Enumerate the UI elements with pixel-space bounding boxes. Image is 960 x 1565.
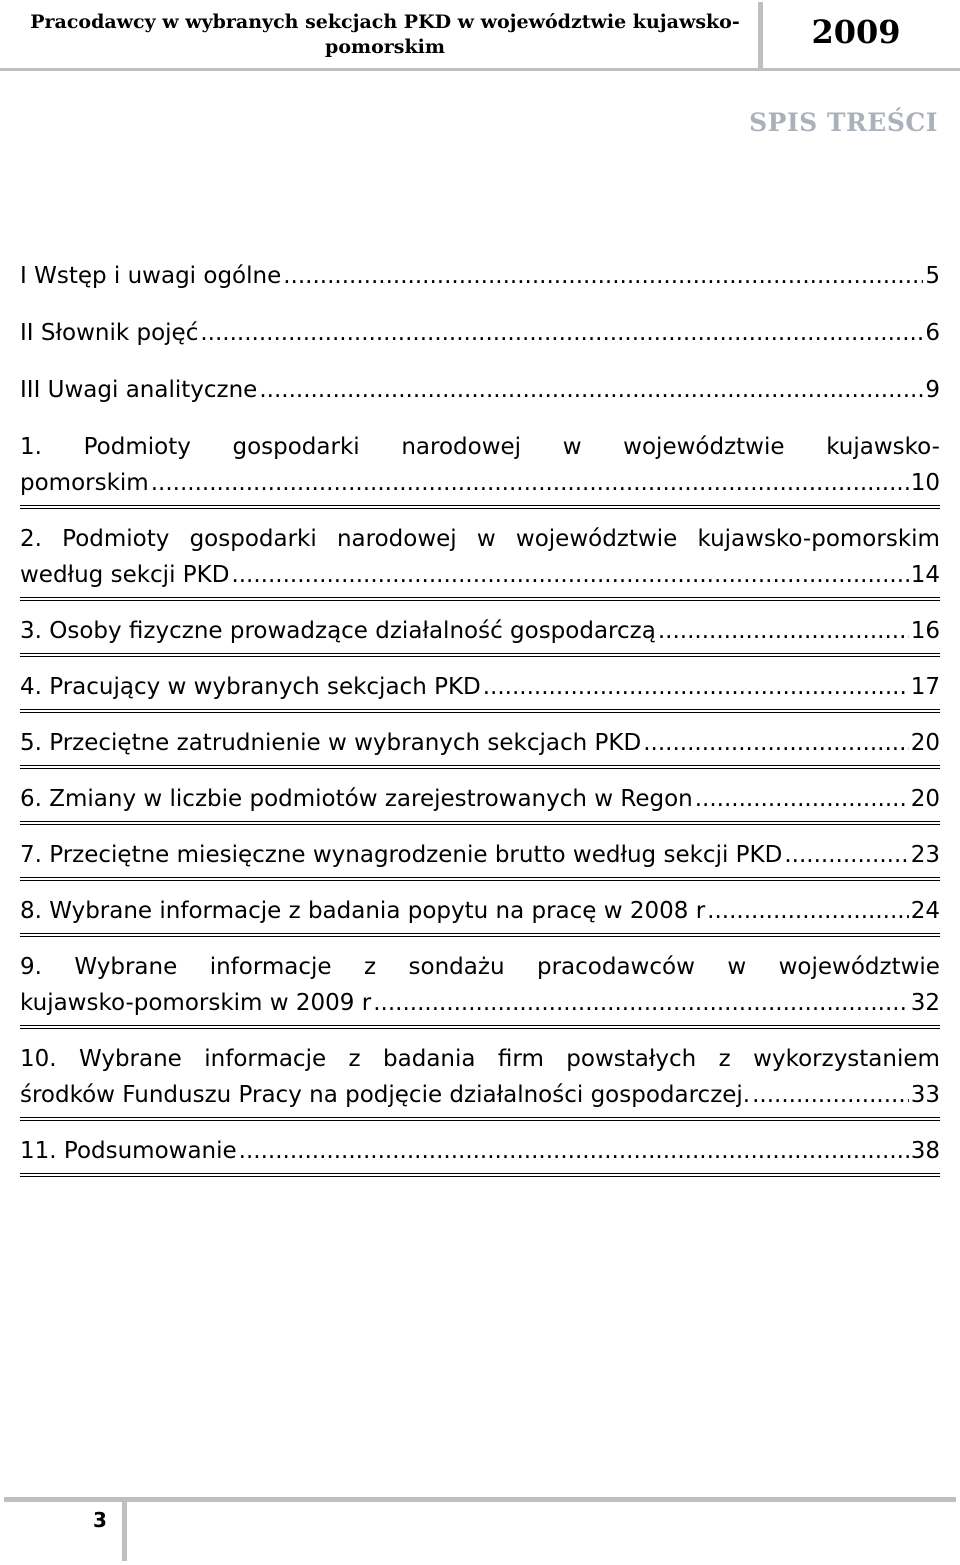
toc-word: powstałych [566,1046,697,1072]
toc-word: Wybrane [74,954,178,980]
toc-divider [20,933,940,937]
toc-entry[interactable] [20,613,940,649]
toc-entry-title: pomorskim [20,470,149,496]
toc-entry-line [20,837,940,873]
toc-entry-page: 10 [910,470,940,496]
toc-entry-line [20,893,940,929]
page-number: 3 [93,1508,107,1532]
toc-entry-title: I Wstęp i uwagi ogólne [20,263,282,289]
toc-entry-title: środków Funduszu Pracy na podjęcie działalności gospodarczej. [20,1082,751,1108]
toc-divider [20,877,940,881]
toc-word: gospodarki [189,526,317,552]
toc-entry[interactable] [20,669,940,705]
toc-entry-line [20,725,940,761]
toc-word: województwie [515,526,678,552]
header-year: 2009 [811,13,901,51]
toc-entry-line [20,372,940,408]
toc-entry-title: III Uwagi analityczne [20,377,258,403]
table-of-contents [20,258,940,1189]
toc-entry-line [20,1133,940,1169]
toc-entry-title: 5. Przeciętne zatrudnienie w wybranych sekcjach PKD [20,730,642,756]
toc-dot-leader [483,669,909,705]
toc-entry-title: 3. Osoby fizyczne prowadzące działalność gospodarczą [20,618,656,644]
toc-spacer [20,294,940,315]
toc-word: w [562,434,582,460]
header-title: Pracodawcy w wybranych sekcjach PKD w województwie kujawsko-pomorskim [30,11,740,58]
toc-entry-line [20,465,940,501]
toc-entry-page: 32 [910,990,940,1016]
toc-entry-line [20,949,940,985]
toc-entry[interactable] [20,1133,940,1169]
toc-word: sondażu [408,954,505,980]
toc-entry-line [20,613,940,649]
toc-word: w [727,954,747,980]
toc-heading: SPIS TREŚCI [749,108,938,137]
toc-entry-line [20,258,940,294]
footer-divider [122,1497,127,1561]
toc-word: 9. [20,954,42,980]
toc-dot-leader [784,837,908,873]
toc-entry[interactable] [20,893,940,929]
toc-word: z [718,1046,731,1072]
toc-word: 2. [20,526,42,552]
toc-entry-page: 20 [910,786,940,812]
toc-entry-line [20,1077,940,1113]
toc-dot-leader [658,613,909,649]
toc-entry-title: według sekcji PKD [20,562,230,588]
toc-word: w [476,526,496,552]
toc-entry-title: 11. Podsumowanie [20,1138,237,1164]
toc-word: 10. [20,1046,57,1072]
toc-divider [20,709,940,713]
toc-word: 1. [20,434,42,460]
toc-word: Podmioty [62,526,170,552]
toc-entry-title: kujawsko-pomorskim w 2009 r [20,990,372,1016]
toc-dot-leader [373,985,909,1021]
toc-word: województwie [778,954,940,980]
toc-word: wykorzystaniem [753,1046,940,1072]
toc-dot-leader [200,315,923,351]
toc-spacer [20,408,940,429]
toc-word: informacje [204,1046,327,1072]
toc-entry-page: 23 [910,842,940,868]
header-divider [758,2,763,68]
toc-entry-page: 6 [925,320,940,346]
toc-entry-line [20,315,940,351]
toc-entry-page: 24 [910,898,940,924]
toc-divider [20,597,940,601]
header-rule [0,68,960,71]
toc-entry[interactable] [20,949,940,1021]
toc-entry-line [20,557,940,593]
toc-entry-page: 33 [910,1082,940,1108]
toc-word: narodowej [401,434,522,460]
toc-entry[interactable] [20,258,940,294]
toc-entry[interactable] [20,372,940,408]
toc-dot-leader [752,1077,909,1113]
toc-entry-line [20,669,940,705]
toc-entry[interactable] [20,315,940,351]
toc-entry-line [20,781,940,817]
toc-entry-title: 8. Wybrane informacje z badania popytu na pracę w 2008 r [20,898,706,924]
toc-divider [20,505,940,509]
toc-word: firm [497,1046,544,1072]
toc-word: pracodawców [536,954,695,980]
toc-word: z [364,954,377,980]
toc-entry-title: II Słownik pojęć [20,320,199,346]
toc-entry-line [20,1041,940,1077]
page-header [0,0,960,70]
toc-entry-page: 20 [910,730,940,756]
toc-word: kujawsko-pomorskim [697,526,940,552]
toc-word: gospodarki [232,434,360,460]
toc-spacer [20,351,940,372]
toc-dot-leader [283,258,923,294]
toc-dot-leader [151,465,909,501]
toc-dot-leader [259,372,923,408]
toc-word: narodowej [336,526,457,552]
toc-divider [20,1025,940,1029]
toc-word: województwie [623,434,785,460]
toc-entry-page: 17 [910,674,940,700]
toc-entry[interactable] [20,1041,940,1113]
toc-entry-page: 5 [925,263,940,289]
toc-entry-title: 6. Zmiany w liczbie podmiotów zarejestrowanych w Regon [20,786,693,812]
toc-word: kujawsko- [826,434,940,460]
toc-dot-leader [643,725,909,761]
toc-divider [20,821,940,825]
toc-entry[interactable] [20,781,940,817]
toc-entry-page: 9 [925,377,940,403]
toc-entry[interactable] [20,725,940,761]
toc-word: Wybrane [79,1046,182,1072]
toc-entry-line [20,985,940,1021]
toc-dot-leader [231,557,908,593]
toc-dot-leader [707,893,909,929]
toc-dot-leader [239,1133,909,1169]
toc-entry[interactable] [20,429,940,501]
toc-entry[interactable] [20,837,940,873]
toc-entry-page: 14 [910,562,940,588]
toc-divider [20,1117,940,1121]
toc-divider [20,653,940,657]
toc-dot-leader [695,781,909,817]
toc-word: informacje [209,954,332,980]
toc-entry-title: 4. Pracujący w wybranych sekcjach PKD [20,674,481,700]
toc-entry-page: 16 [910,618,940,644]
footer-rule [4,1497,956,1502]
toc-entry[interactable] [20,521,940,593]
toc-entry-page: 38 [910,1138,940,1164]
toc-word: badania [383,1046,476,1072]
toc-word: z [348,1046,361,1072]
toc-divider [20,1173,940,1177]
toc-word: Podmioty [83,434,191,460]
toc-divider [20,765,940,769]
toc-entry-line [20,429,940,465]
toc-entry-title: 7. Przeciętne miesięczne wynagrodzenie brutto według sekcji PKD [20,842,783,868]
toc-entry-line [20,521,940,557]
